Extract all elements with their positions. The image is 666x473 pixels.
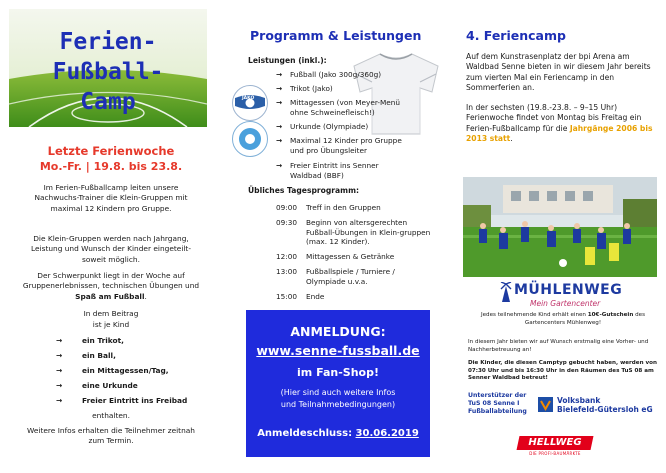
- arrow-right-icon: →: [56, 336, 63, 345]
- bank-name-2: Bielefeld-Gütersloh eG: [557, 405, 653, 414]
- program-time: 13:00: [276, 267, 298, 276]
- further-info-text: Weitere Infos erhalten die Teilnehmer zeitnah zum Termin.: [27, 426, 195, 446]
- registration-box: [246, 310, 430, 457]
- list-item-label: Freier Eintritt ins Senner Waldbad (BBF): [290, 161, 379, 180]
- hellweg-logo: [518, 436, 592, 458]
- jahrgaenge-highlight: Jahrgänge 2006 bis 2013 statt: [466, 123, 653, 144]
- groups-paragraph: Die Klein-Gruppen werden nach Jahrgang, Leistung und Wunsch der Kinder eingeteilt- soweit möglich.: [31, 234, 191, 264]
- program-time: 12:00: [276, 252, 298, 261]
- intro-paragraph: Im Ferien-Fußballcamp leiten unsere Nachwuchs-Trainer die Klein-Gruppen mit maximal 12 Kindern pro Gruppe.: [34, 183, 188, 213]
- voucher-text: [468, 312, 658, 327]
- list-item: [56, 351, 116, 361]
- hero-title-line-1: Ferien-: [59, 29, 157, 55]
- registration-info-2: und Teilnahmebedingungen): [280, 400, 396, 409]
- registration-title: ANMELDUNG:: [290, 324, 386, 339]
- list-item-label: Freier Eintritt ins Freibad: [82, 396, 188, 405]
- list-item-label: eine Urkunde: [82, 381, 138, 390]
- muehlenweg-sub: Mein Gartencenter: [530, 299, 601, 308]
- list-item: [56, 381, 138, 391]
- program-heading: Programm & Leistungen: [250, 28, 422, 43]
- ball-icon: [231, 120, 269, 158]
- voucher-pre: Jedes teilnehmende Kind erhält einen: [480, 312, 588, 318]
- program-desc: Ende: [306, 292, 325, 301]
- program-desc: Fußballspiele / Turniere / Olympiade u.v.a.: [306, 267, 395, 286]
- feriencamp-details: [466, 103, 656, 145]
- list-item-label: Maximal 12 Kinder pro Gruppe und pro Übungsleiter: [290, 136, 402, 155]
- list-item: [56, 396, 187, 406]
- leistungen-label: Leistungen (inkl.):: [248, 56, 327, 65]
- list-item-label: Trikot (Jako): [290, 84, 333, 93]
- beitrag-line-1: In dem Beitrag: [83, 309, 139, 318]
- program-desc: Beginn von altersgerechten Fußball-Übungen in Klein-gruppen (max. 12 Kinder).: [306, 218, 431, 246]
- details-end: .: [510, 134, 513, 144]
- care-offer-text: In diesem Jahr bieten wir auf Wunsch erstmalig eine Vorher- und Nachherbetreuung an!: [468, 339, 649, 353]
- registration-url-link[interactable]: www.senne-fussball.de: [256, 343, 420, 358]
- date-heading: Mo.-Fr. | 19.8. bis 23.8.: [39, 160, 183, 173]
- hero-title-line-3: Camp: [80, 89, 136, 115]
- beitrag-line-2: ist je Kind: [92, 320, 130, 329]
- details-text: In der sechsten (19.8.-23.8. – 9–15 Uhr) Ferienwoche findet von Montag bis Freitag ein Ferien-Fußballcamp für die: [466, 103, 642, 133]
- arrow-right-icon: →: [56, 351, 63, 360]
- program-time: 09:30: [276, 218, 298, 227]
- list-item: [56, 366, 169, 376]
- hellweg-sub: DIE PROFI-BAUMÄRKTE: [529, 451, 581, 456]
- arrow-right-icon: →: [276, 84, 283, 93]
- registration-shop: im Fan-Shop!: [297, 366, 379, 379]
- volksbank-icon: [538, 397, 553, 412]
- tagesprogramm-label: Übliches Tagesprogramm:: [248, 186, 360, 195]
- hero-image: [9, 9, 207, 127]
- muehlenweg-logo: [500, 282, 630, 310]
- last-week-heading: Letzte Ferienwoche: [47, 144, 175, 158]
- voucher-bold: 10€-Gutschein: [587, 312, 634, 318]
- arrow-right-icon: →: [56, 396, 63, 405]
- hellweg-name: HELLWEG: [528, 437, 582, 448]
- program-desc: Mittagessen & Getränke: [306, 252, 395, 261]
- list-item: [56, 336, 124, 346]
- windmill-icon: [500, 282, 512, 304]
- arrow-right-icon: →: [276, 70, 283, 79]
- arrow-right-icon: →: [276, 136, 283, 145]
- arrow-right-icon: →: [56, 381, 63, 390]
- training-photo: [463, 177, 657, 277]
- enthalten-text: enthalten.: [92, 411, 130, 420]
- deadline-date: 30.06.2019: [355, 428, 419, 439]
- arrow-right-icon: →: [276, 161, 283, 170]
- volksbank-logo: [538, 396, 658, 416]
- list-item-label: Mittagessen (von Meyer-Menü ohne Schweinefleisch!): [290, 98, 401, 117]
- voucher-post: des Gartencenters Mühlenweg!: [524, 312, 646, 326]
- list-item-label: ein Ball,: [82, 351, 116, 360]
- list-item-label: Fußball (Jako 300g/360g): [290, 70, 382, 79]
- photo-graphic: [463, 177, 657, 277]
- deadline-label: Anmeldeschluss:: [257, 428, 356, 439]
- muehlenweg-name: MÜHLENWEG: [514, 282, 623, 298]
- feriencamp-intro: Auf dem Kunstrasenplatz der bpi Arena am Waldbad Senne bieten in wir diesem Jahr bereits zum vierten Mal ein Feriencamp in den Sommerferien an.: [466, 52, 651, 93]
- hero-title-line-2: Fußball-: [52, 59, 164, 85]
- registration-info-1: (Hier sind auch weitere Infos: [280, 388, 396, 397]
- focus-paragraph: [22, 271, 200, 302]
- arrow-right-icon: →: [276, 98, 283, 107]
- ball-label: JAKO: [242, 96, 255, 101]
- registration-deadline: [246, 428, 430, 439]
- supporter-text: Unterstützer der TuS 08 Senne I Fußballabteilung: [468, 392, 527, 415]
- left-column: [0, 0, 222, 473]
- list-item-label: ein Mittagessen/Tag,: [82, 366, 169, 375]
- camptyp-text: Die Kinder, die diesen Camptyp gebucht haben, werden von 07:30 Uhr und bis 16:30 Uhr in den Räumen des TuS 08 am Senner Waldbad betreut!: [468, 360, 657, 382]
- program-time: 09:00: [276, 203, 298, 212]
- ball-icon: [231, 84, 269, 122]
- arrow-right-icon: →: [56, 366, 63, 375]
- list-item-label: ein Trikot,: [82, 336, 124, 345]
- focus-end: .: [144, 291, 147, 301]
- feriencamp-heading: 4. Feriencamp: [466, 28, 566, 43]
- arrow-right-icon: →: [276, 122, 283, 131]
- focus-highlight: Spaß am Fußball: [75, 291, 145, 301]
- program-desc: Treff in den Gruppen: [306, 203, 381, 212]
- focus-text: Der Schwerpunkt liegt in der Woche auf Gruppenerlebnissen, technischen Übungen und: [22, 271, 200, 291]
- list-item-label: Urkunde (Olympiade): [290, 122, 369, 131]
- bank-name-1: Volksbank: [557, 396, 601, 405]
- program-time: 15:00: [276, 292, 298, 301]
